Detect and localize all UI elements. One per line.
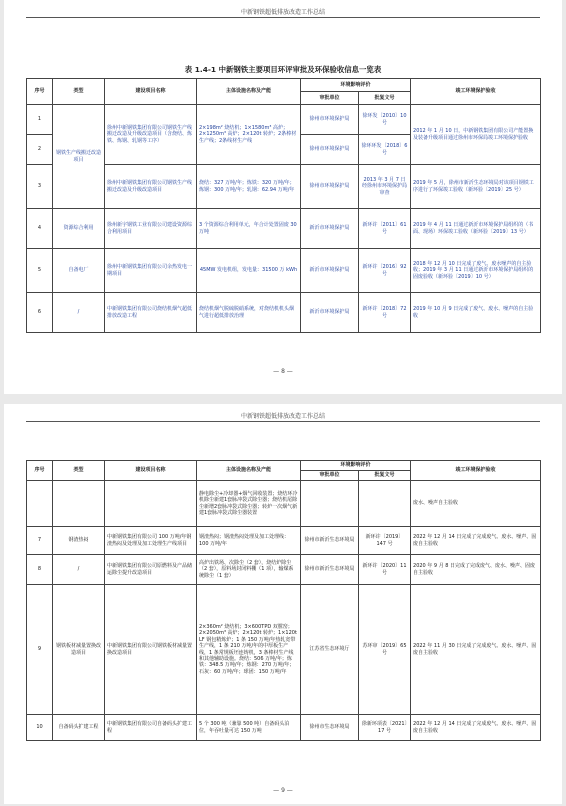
table-row	[27, 715, 541, 741]
page-number: — 9 —	[273, 787, 293, 794]
cell-doc: 徐环环发〔2018〕6 号	[359, 135, 411, 165]
table-row	[27, 527, 541, 555]
cell-acceptance: 2020 年 9 月 8 日完成了完成废气、废水、噪声、固废自主验收	[411, 555, 541, 585]
table-row	[27, 105, 541, 135]
cell-no	[27, 481, 53, 527]
eia-table-part-1	[26, 78, 541, 333]
cell-content: 静电除尘+冷却器+烟气回收装置；烧结环冷机除尘新建1套脉冲袋式除尘器；烧结机尾除尘新增2套脉冲袋式除尘器；转炉一次烟气新建1套脉冲袋式除尘器装置	[197, 481, 301, 527]
cell-dept: 新沂市环境保护局	[301, 209, 359, 249]
cell-no: 9	[27, 585, 53, 715]
col-header-project: 建设项目名称	[105, 461, 197, 481]
cell-doc: 徐新环项表〔2021〕17 号	[359, 715, 411, 741]
cell-no: 5	[27, 249, 53, 293]
cell-dept: 徐州市环境保护局	[301, 135, 359, 165]
cell-no: 1	[27, 105, 53, 135]
cell-dept: 徐州市环境保护局	[301, 105, 359, 135]
col-header-type: 类型	[53, 79, 105, 105]
cell-project: 徐州中新钢铁集团有限公司钢铁生产线搬迁改造及升级改造项目	[105, 165, 197, 209]
cell-type	[53, 481, 105, 527]
col-header-acceptance: 竣工环境保护验收	[411, 79, 541, 105]
cell-content: 烧结机烟气脱硫脱硝系统，对烧结机机头烟气进行超低排放治理	[197, 293, 301, 333]
cell-dept: 新沂市环境保护局	[301, 293, 359, 333]
header-rule	[26, 17, 540, 18]
cell-doc: 新环许〔2011〕61 号	[359, 209, 411, 249]
col-header-eia: 环境影响评价	[301, 79, 411, 92]
cell-no: 4	[27, 209, 53, 249]
col-header-dept: 审批单位	[301, 92, 359, 105]
table-row	[27, 555, 541, 585]
cell-dept: 徐州市新沂生态环境局	[301, 555, 359, 585]
cell-doc: 新环许〔2018〕72 号	[359, 293, 411, 333]
cell-doc: 2013 年 3 月 7 日经徐州市环境保护局审查	[359, 165, 411, 209]
cell-type: 自备码头扩建工程	[53, 715, 105, 741]
cell-content: 5 个 300 吨（兼靠 500 吨）自备码头泊位，年吞吐量可达 150 万吨	[197, 715, 301, 741]
cell-type: 自备电厂	[53, 249, 105, 293]
col-header-dept: 审批单位	[301, 471, 359, 481]
cell-no: 3	[27, 165, 53, 209]
table-row	[27, 165, 541, 209]
cell-dept	[301, 481, 359, 527]
col-header-no: 序号	[27, 79, 53, 105]
cell-project: 中新钢铁集团有限公司 100 万吨/年钢渣热闷及处理及加工处理生产线项目	[105, 527, 197, 555]
cell-type: /	[53, 555, 105, 585]
cell-type: 资源综合利用	[53, 209, 105, 249]
cell-no: 8	[27, 555, 53, 585]
cell-dept: 徐州市新沂生态环境局	[301, 527, 359, 555]
header-rule	[26, 421, 540, 422]
cell-content: 3 个资源综合利用单元，年合计处置固废 30 万吨	[197, 209, 301, 249]
table-row	[27, 585, 541, 715]
col-header-no: 序号	[27, 461, 53, 481]
document-page-9	[4, 404, 562, 804]
cell-dept: 徐州市生态环境局	[301, 715, 359, 741]
col-header-eia: 环境影响评价	[301, 461, 411, 471]
table-row	[27, 481, 541, 527]
cell-no: 7	[27, 527, 53, 555]
cell-project: 中新钢铁集团有限公司自备码头扩建工程	[105, 715, 197, 741]
col-header-content: 主体设施名称及产能	[197, 461, 301, 481]
cell-dept: 徐州市环境保护局	[301, 165, 359, 209]
cell-doc	[359, 481, 411, 527]
cell-project: 徐州新宇钢铁工业有限公司建设资源综合利用项目	[105, 209, 197, 249]
cell-content: 2×360m² 烧结机；3×600TPD 双膛窑；2×2050m³ 高炉；2×120t 转炉；1×120t LF 钢包精炼炉；1 条 150 万吨/年热轧宽带生产线，1 条 210 万吨/年的中厚板生产线，1 条常规板坯连铸机，3 条棒材生产线和其他辅助设施。烧结：506 万吨/年；炼铁：348.5 万吨/年；炼钢：270 万吨/年；石灰：60 万吨/年；球团：150 万吨/年	[197, 585, 301, 715]
table-row	[27, 249, 541, 293]
table-title: 表 1.4-1 中新钢铁主要项目环评审批及环保验收信息一览表	[184, 65, 382, 74]
col-header-content: 主体设施名称及产能	[197, 79, 301, 105]
cell-type: 钢渣热闷	[53, 527, 105, 555]
cell-doc: 新环许〔2019〕147 号	[359, 527, 411, 555]
col-header-doc: 批复文号	[359, 471, 411, 481]
page-header: 中新钢铁超低排放改造工作总结	[240, 413, 325, 420]
cell-doc: 新环许〔2020〕11 号	[359, 555, 411, 585]
cell-content: 烧结：327 万吨/年；炼铁：320 万吨/年；炼钢：300 万吨/年；轧钢：62.94 万吨/年	[197, 165, 301, 209]
cell-acceptance: 2022 年 12 月 14 日完成了完成废气、废水、噪声、固废自主验收	[411, 527, 541, 555]
cell-type: 钢铁生产线搬迁改造项目	[53, 105, 105, 209]
col-header-project: 建设项目名称	[105, 79, 197, 105]
cell-type: /	[53, 293, 105, 333]
cell-acceptance: 2019 年 5 月，徐州市新沂生态环境局对该项目钢铁工序进行了环保竣工验收（新环验〔2019〕25 号）	[411, 165, 541, 209]
col-header-type: 类型	[53, 461, 105, 481]
cell-acceptance: 2022 年 11 月 30 日完成了完成废气、废水、噪声、固废自主验收	[411, 585, 541, 715]
cell-project: 中新钢铁集团有限公司烧结机烟气超低排放改造工程	[105, 293, 197, 333]
table-row	[27, 293, 541, 333]
col-header-acceptance: 竣工环境保护验收	[411, 461, 541, 481]
cell-type: 钢铁板材减量置换改造项目	[53, 585, 105, 715]
cell-content: 钢渣热闷；钢渣热闷处理及加工处理线：100 万吨/年	[197, 527, 301, 555]
page-number: — 8 —	[273, 368, 293, 375]
cell-content: 45MW 发电机组，发电量：31500 万 kWh	[197, 249, 301, 293]
cell-content: 2×198m² 烧结机；1×1580m³ 高炉；2×1250m³ 高炉；2×120t 转炉；2条棒材生产线；2条线材生产线	[197, 105, 301, 165]
cell-doc: 徐环发〔2010〕10 号	[359, 105, 411, 135]
cell-project: 徐州中新钢铁集团有限公司余热发电一期项目	[105, 249, 197, 293]
cell-acceptance: 2022 年 12 月 14 日完成了完成废气、废水、噪声、固废自主验收	[411, 715, 541, 741]
cell-no: 2	[27, 135, 53, 165]
cell-project: 中新钢铁集团有限公司原燃料及产品储运除尘提升改造项目	[105, 555, 197, 585]
cell-no: 10	[27, 715, 53, 741]
cell-project: 徐州中新钢铁集团有限公司钢铁生产线搬迁改造及升级改造项目（含烧结、炼铁、炼钢、轧钢等工序）	[105, 105, 197, 165]
cell-dept: 江苏省生态环境厅	[301, 585, 359, 715]
cell-doc: 苏环审〔2019〕65 号	[359, 585, 411, 715]
cell-acceptance: 2019 年 10 月 9 日完成了废气、废水、噪声的自主验收	[411, 293, 541, 333]
cell-doc: 新环许〔2016〕92 号	[359, 249, 411, 293]
cell-acceptance: 废水、噪声自主验收	[411, 481, 541, 527]
cell-acceptance: 2018 年 12 月 10 日完成了废气、废水噪声的自主验收；2019 年 3 月 11 日通过新沂市环境保护局组织的固废验收（新环验〔2019〕10 号）	[411, 249, 541, 293]
page-header: 中新钢铁超低排放改造工作总结	[240, 9, 325, 16]
eia-table-part-2	[26, 460, 541, 741]
cell-acceptance: 2019 年 4 月 11 日通过新沂市环境保护局组织的（书面、现场）环保竣工验收（新环验〔2019〕13 号）	[411, 209, 541, 249]
document-page-8	[4, 0, 562, 394]
cell-no: 6	[27, 293, 53, 333]
cell-project: 中新钢铁集团有限公司钢铁板材减量置换改造项目	[105, 585, 197, 715]
cell-dept: 新沂市环境保护局	[301, 249, 359, 293]
cell-project	[105, 481, 197, 527]
cell-acceptance: 2012 年 1 月 10 日，中新钢铁集团有限公司产能置换及装备升级项目通过徐州市环保局竣工环境保护验收	[411, 105, 541, 165]
table-row	[27, 209, 541, 249]
cell-content: 高炉出铁场、次除尘（2 套），烧结炉除尘（2 套），原料场封闭料棚（1 项），输煤系统除尘（1 套）	[197, 555, 301, 585]
col-header-doc: 批复文号	[359, 92, 411, 105]
